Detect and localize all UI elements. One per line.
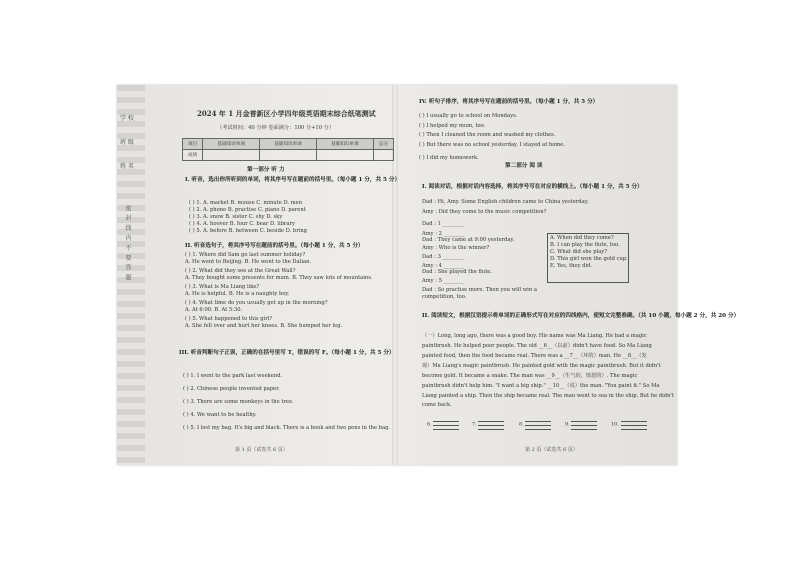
part1-title: 第一部分 听 力 (247, 167, 285, 173)
section2-item: ( ) 5. What happened to this girl? (185, 316, 273, 322)
section3-item: ( ) 5. I lost my bag. It's big and black. There is a book and two pens in the bag. (183, 425, 391, 431)
section4-item: ( ) I usually go to school on Mondays. (419, 113, 518, 119)
dialogue-line: Amy : Did they come to the music competition? (422, 209, 547, 215)
section4-item: ( ) But there was no school yesterday. I stayed at home. (419, 142, 566, 148)
dialogue-line: Amy : 4 ________ (422, 263, 465, 269)
section4-heading: IV. 听句子排序，将其序号写在题前的括号里。（每小题 1 分，共 5 分） (419, 99, 599, 105)
section3-item: ( ) 3. There are some monkeys in the tree. (183, 399, 294, 405)
answer-slot[interactable] (611, 418, 647, 430)
passage-line: Liang painted a ship. Then the ship became real. The man went to sea in the ship. But he didn't (422, 393, 674, 399)
reading2-heading: II. 阅读短文，根据汉语提示将单词的正确形式写在对应的四线格内，使短文完整准确。（共 10 小题，每小题 2 分，共 20 分） (422, 313, 740, 319)
name-label: 姓 名 (120, 163, 134, 170)
section3-item: ( ) 1. I went to the park last weekend. (183, 373, 283, 379)
answer-slot[interactable] (427, 418, 459, 430)
section1-item: ( ) 3. A. snow B. sister C. shy D. sky (189, 214, 283, 220)
score-cell[interactable] (316, 150, 373, 161)
score-header: 基础知识单项 (260, 139, 317, 150)
dialogue-line: Dad : 3 ________ (422, 254, 464, 260)
four-line-grid[interactable] (478, 418, 504, 430)
exam-title: 2024 年 1 月金普新区小学四年级英语期末综合纸笔测试 (197, 109, 376, 118)
passage-line: paintbrush. He helped poor people. The old __6__（以前）didn't have food. So Ma Liang (422, 343, 652, 349)
section3-item: ( ) 2. Chinese people invented paper. (183, 386, 280, 392)
dialogue-line: competition, too. (422, 294, 467, 300)
section1-heading: I. 听音，选出你所听到的单词，将其序号写在题前的括号里。（每小题 1 分，共 5 分） (185, 177, 401, 183)
passage-line: paintbrush didn't help him. "I want a big ship." __10__（说）the man. "You paint it." So Ma (422, 383, 660, 389)
score-header: 基础知识单项 (316, 139, 373, 150)
dialogue-line: Dad : So practise more. Then you will win a (422, 287, 537, 293)
section2-item: ( ) 1. Where did Sam go last summer holiday? (185, 252, 306, 258)
section2-item: A. At 6:00. B. At 5:30. (185, 307, 243, 313)
four-line-grid[interactable] (571, 418, 597, 430)
binding-strip (117, 85, 145, 465)
section4-item: ( ) I helped my mum, too. (419, 123, 486, 129)
seal-line-note: 密 封 线 内 不 要 答 题 (124, 205, 131, 282)
exam-photo (117, 85, 740, 465)
four-line-grid[interactable] (433, 418, 459, 430)
score-header: 总分 (373, 139, 393, 150)
score-header: 基础知识单项 (203, 139, 260, 150)
dialogue-line: Amy : Who is the winner? (422, 245, 490, 251)
score-cell[interactable] (203, 150, 260, 161)
passage-line: 现）Ma Liang's magic paintbrush. He painted gold with the magic paintbrush. But it didn't (422, 363, 661, 369)
dialogue-line: Dad : She played the flute. (422, 269, 493, 275)
score-header: 项目 (183, 139, 203, 150)
dialogue-line: Amy : 2 ________ (422, 231, 465, 237)
option-item: C. What did she play? (550, 249, 608, 255)
option-item: E. Yes, they did. (550, 263, 593, 269)
answer-slot[interactable] (472, 418, 504, 430)
four-line-grid[interactable] (621, 418, 647, 430)
answer-slot[interactable] (565, 418, 597, 430)
answer-number: 8. (519, 421, 524, 428)
four-line-grid[interactable] (525, 418, 551, 430)
section2-item: ( ) 2. What did they see at the Great Wall? (185, 268, 296, 274)
section2-item: A. She fell over and hurt her knees. B. She bumped her leg. (185, 323, 343, 329)
class-label: 班 级 (120, 139, 134, 146)
passage-line: become gold. It became a snake. The man was __9__（生气的，愤怒的）. The magic (422, 373, 638, 379)
option-item: A. When did they come? (550, 235, 614, 241)
option-item: D. This girl won the gold cup. (550, 256, 628, 262)
answer-number: 10. (611, 421, 619, 428)
page2-footer: 第 2 页（试卷共 6 页） (525, 447, 578, 453)
score-cell[interactable] (260, 150, 317, 161)
score-cell[interactable] (373, 150, 393, 161)
section4-item: ( ) I did my homework. (419, 155, 479, 161)
section1-item: ( ) 2. A. phone B. practise C. piano D. parent (189, 207, 306, 213)
options-box (547, 233, 629, 283)
answer-slot[interactable] (519, 418, 551, 430)
answer-number: 9. (565, 421, 570, 428)
section3-heading: III. 听音判断句子正误，正确的在括号里写 T，错误的写 F。（每小题 1 分，共 5 分） (179, 350, 395, 356)
section1-item: ( ) 1. A. market B. mouse C. minute D. men (189, 200, 303, 206)
option-item: B. I can play the flute, too. (550, 242, 620, 248)
section4-item: ( ) Then I cleaned the room and washed my clothes. (419, 132, 556, 138)
section2-item: ( ) 4. What time do you usually get up in the morning? (185, 300, 328, 306)
answer-number: 7. (472, 421, 477, 428)
section2-item: A. They bought some presents for mum. B. They saw lots of mountains. (185, 275, 373, 281)
section2-item: A. He is helpful. B. He is a naughty boy. (185, 291, 290, 297)
part2-title: 第二部分 阅 读 (505, 163, 543, 169)
passage-line: painted food, then the food became real. There was a __7__（坏的）man. He __8__（发 (422, 353, 647, 359)
passage-line: come back. (422, 402, 452, 408)
section1-item: ( ) 4. A. hoover B. four C. bear D. library (189, 221, 295, 227)
section2-item: A. He went to Beijing. B. He went to the Dalian. (185, 259, 312, 265)
section2-item: ( ) 3. What is Ma Liang like? (185, 284, 260, 290)
page1-footer: 第 1 页（试卷共 6 页） (235, 447, 288, 453)
answer-number: 6. (427, 421, 432, 428)
section2-heading: II. 听音选句子，将其序号写在题前的括号里。（每小题 1 分，共 5 分） (185, 243, 364, 249)
score-row-label: 成绩 (183, 150, 203, 161)
dialogue-line: Dad : They came at 9:00 yesterday. (422, 237, 515, 243)
section3-item: ( ) 4. We want to be healthy. (183, 412, 257, 418)
section1-item: ( ) 5. A. before B. between C. beside D. bring (189, 228, 308, 234)
dialogue-line: Amy : 5 ________ (422, 278, 465, 284)
school-label: 学 校 (120, 115, 134, 122)
passage-line: （一）Long, long ago, there was a good boy. His name was Ma Liang. He had a magic (422, 333, 647, 339)
dialogue-line: Dad : Hi, Amy. Some English children came to China yesterday. (422, 199, 589, 205)
exam-info: （考试时间：40 分钟 卷面满分：100 分+10 分） (217, 125, 335, 131)
dialogue-line: Dad : 1 ________ (422, 221, 464, 227)
score-table (182, 138, 394, 161)
reading1-heading: I. 阅读对话，根据对话内容选择，将其序号写在对应的横线上。（每小题 1 分，共 5 分） (422, 184, 643, 190)
